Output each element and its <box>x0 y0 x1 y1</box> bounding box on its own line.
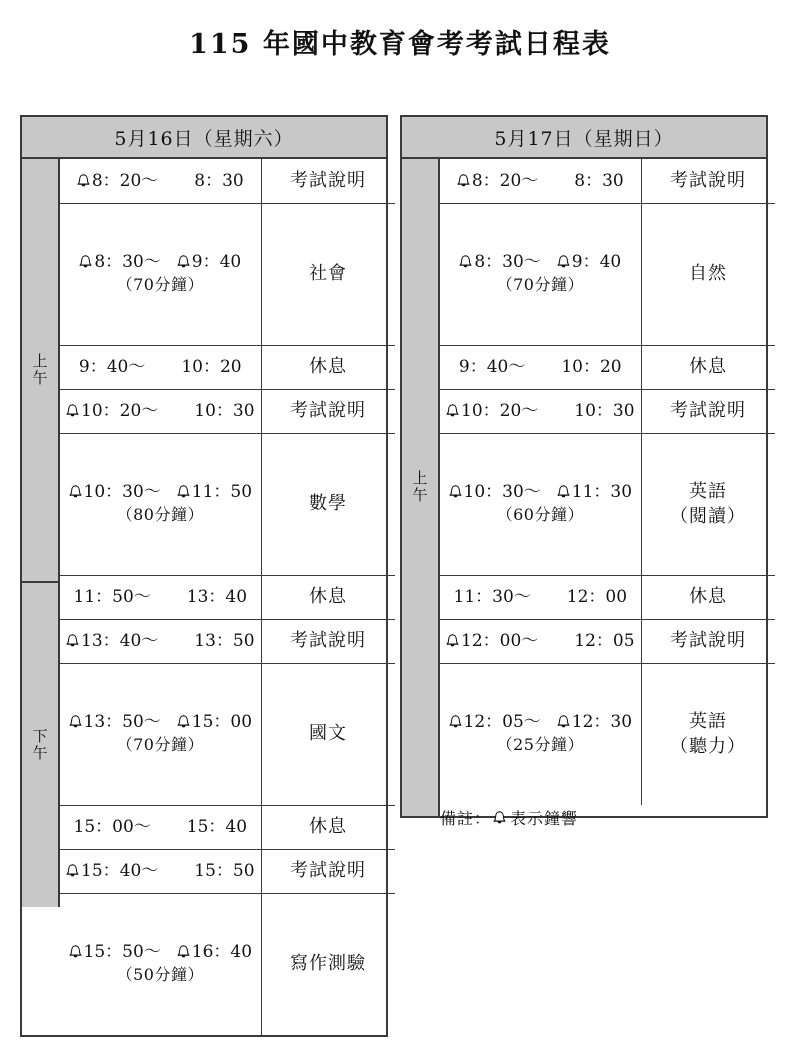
end-time-text: 13：40 <box>186 587 248 608</box>
time-start <box>69 482 163 502</box>
time-range <box>74 817 248 837</box>
time-start <box>459 357 527 377</box>
time-range <box>449 482 633 502</box>
bell-icon-start <box>446 634 459 648</box>
subject-label: 英語 <box>689 711 728 733</box>
tilde-separator: ～ <box>523 252 541 273</box>
end-time-text: 15：00 <box>191 712 253 733</box>
start-time-text: 8：20 <box>471 170 522 191</box>
time-cell <box>60 576 262 619</box>
tilde-separator: ～ <box>143 712 161 733</box>
subject-label: 考試說明 <box>290 169 367 191</box>
time-end <box>194 401 254 421</box>
subject-cell <box>642 390 775 433</box>
time-start <box>454 587 533 607</box>
bell-icon-start <box>69 485 82 499</box>
subject-label: 自然 <box>689 263 728 285</box>
time-start <box>66 861 160 881</box>
start-time-text: 9：40 <box>78 357 129 378</box>
day-header <box>402 117 766 159</box>
subject-cell <box>642 576 775 619</box>
end-time-text: 9：40 <box>571 252 622 273</box>
subject-label: 考試說明 <box>290 400 367 422</box>
bell-icon-start <box>449 485 462 499</box>
rows-column <box>440 159 775 816</box>
subject-cell <box>262 204 395 345</box>
bell-icon-end <box>177 945 190 959</box>
time-range <box>66 401 255 421</box>
footnote-prefix: 備註： <box>440 809 492 828</box>
start-time-text: 8：30 <box>94 252 144 273</box>
period-label: 下午 <box>32 726 49 762</box>
time-start <box>79 357 147 377</box>
period-label: 上午 <box>412 469 429 505</box>
subject-cell <box>262 806 395 849</box>
end-time-text: 10：20 <box>561 357 622 378</box>
subject-sublabel: （聽力） <box>670 735 747 757</box>
time-end <box>557 252 621 272</box>
bell-icon-start <box>66 864 79 878</box>
bell-icon-end <box>177 485 190 499</box>
tilde-separator: ～ <box>523 482 541 503</box>
table-row <box>60 663 395 805</box>
bell-icon-start <box>69 715 82 729</box>
table-row <box>60 345 395 389</box>
subject-sublabel: （閱讀） <box>670 505 747 527</box>
bell-icon-start <box>446 404 459 418</box>
time-start <box>66 401 160 421</box>
tilde-separator: ～ <box>521 170 539 191</box>
subject-cell <box>642 159 775 203</box>
subject-label: 休息 <box>689 586 728 608</box>
subject-label: 國文 <box>309 723 348 745</box>
tilde-separator: ～ <box>141 401 159 422</box>
time-end <box>187 817 247 837</box>
start-time-text: 13：40 <box>81 631 142 652</box>
tilde-separator: ～ <box>508 357 526 378</box>
time-range <box>446 631 635 651</box>
bell-icon-start <box>459 255 472 269</box>
time-end <box>574 631 634 651</box>
table-row <box>60 433 395 575</box>
bell-icon-start <box>66 634 79 648</box>
bell-icon-end <box>177 715 190 729</box>
start-time-text: 12：05 <box>463 712 524 733</box>
tilde-separator: ～ <box>143 942 161 963</box>
time-cell <box>60 390 262 433</box>
tilde-separator: ～ <box>521 401 539 422</box>
subject-cell <box>262 850 395 893</box>
bell-icon-start <box>66 404 79 418</box>
time-start <box>77 171 160 191</box>
time-start <box>74 817 153 837</box>
subject-cell <box>262 434 395 575</box>
table-row <box>440 575 775 619</box>
subject-cell <box>642 434 775 575</box>
time-cell <box>440 620 642 663</box>
end-time-text: 8：30 <box>194 170 244 191</box>
time-range <box>457 171 624 191</box>
subject-label: 休息 <box>309 816 348 838</box>
duration-label: （70分鐘） <box>116 274 204 294</box>
page-title: 115 年國中教育會考考試日程表 <box>189 29 611 60</box>
subject-cell <box>642 620 775 663</box>
table-row <box>440 203 775 345</box>
start-time-text: 15：40 <box>81 861 142 882</box>
time-range <box>446 401 635 421</box>
time-end <box>194 171 243 191</box>
end-time-text: 11：50 <box>191 482 253 503</box>
subject-cell <box>642 664 775 805</box>
time-cell <box>440 576 642 619</box>
schedule-table-sunday <box>400 115 768 818</box>
time-cell <box>440 434 642 575</box>
time-end <box>177 712 252 732</box>
day-header-label: 5月16日（星期六） <box>114 127 294 150</box>
time-cell <box>60 434 262 575</box>
end-time-text: 8：30 <box>574 170 624 191</box>
bell-icon-end <box>557 255 570 269</box>
end-time-text: 15：40 <box>186 817 248 838</box>
time-end <box>574 171 623 191</box>
period-column <box>22 159 60 1035</box>
table-row <box>60 849 395 893</box>
bell-icon-end <box>177 255 190 269</box>
start-time-text: 11：30 <box>453 587 514 608</box>
day-header-label: 5月17日（星期日） <box>494 127 674 150</box>
time-range <box>79 357 242 377</box>
time-cell <box>60 204 262 345</box>
time-cell <box>60 894 262 1035</box>
start-time-text: 13：50 <box>83 712 144 733</box>
rows-column <box>60 159 395 1035</box>
tilde-separator: ～ <box>523 712 541 733</box>
start-time-text: 10：20 <box>461 401 522 422</box>
start-time-text: 15：00 <box>73 817 134 838</box>
subject-label: 考試說明 <box>670 400 747 422</box>
time-end <box>574 401 634 421</box>
table-body <box>22 159 386 1035</box>
tilde-separator: ～ <box>513 587 531 608</box>
time-cell <box>60 620 262 663</box>
duration-label: （80分鐘） <box>116 504 204 524</box>
bell-icon-start <box>77 174 90 188</box>
tilde-separator: ～ <box>521 631 539 652</box>
bell-icon-start <box>449 715 462 729</box>
tilde-separator: ～ <box>141 631 159 652</box>
time-cell <box>440 204 642 345</box>
time-range <box>66 631 255 651</box>
bell-icon-end <box>557 485 570 499</box>
subject-cell <box>262 346 395 389</box>
time-range <box>74 587 248 607</box>
bell-icon-end <box>557 715 570 729</box>
time-start <box>74 587 153 607</box>
start-time-text: 12：00 <box>461 631 522 652</box>
subject-cell <box>262 159 395 203</box>
duration-label: （70分鐘） <box>116 734 204 754</box>
start-time-text: 10：20 <box>81 401 142 422</box>
duration-label: （70分鐘） <box>496 274 584 294</box>
end-time-text: 15：50 <box>194 861 255 882</box>
end-time-text: 9：40 <box>191 252 242 273</box>
time-cell <box>440 390 642 433</box>
duration-label: （50分鐘） <box>116 964 204 984</box>
start-time-text: 15：50 <box>83 942 144 963</box>
time-range <box>79 252 241 272</box>
time-range <box>454 587 628 607</box>
period-label-cell <box>22 581 60 907</box>
table-row <box>440 345 775 389</box>
end-time-text: 10：30 <box>194 401 255 422</box>
time-end <box>557 482 632 502</box>
start-time-text: 10：30 <box>463 482 524 503</box>
bell-icon <box>493 811 506 825</box>
table-row <box>60 805 395 849</box>
time-end <box>181 357 241 377</box>
subject-label: 考試說明 <box>670 630 747 652</box>
end-time-text: 11：30 <box>571 482 633 503</box>
time-range <box>459 357 622 377</box>
tilde-separator: ～ <box>143 482 161 503</box>
start-time-text: 11：50 <box>73 587 134 608</box>
footnote-suffix: 表示鐘響 <box>510 809 579 828</box>
tilde-separator: ～ <box>133 817 151 838</box>
end-time-text: 12：00 <box>566 587 628 608</box>
time-cell <box>60 664 262 805</box>
time-range <box>449 712 633 732</box>
time-cell <box>60 806 262 849</box>
period-label-cell <box>402 159 440 816</box>
table-row <box>60 893 395 1035</box>
end-time-text: 10：30 <box>574 401 635 422</box>
time-cell <box>60 850 262 893</box>
tilde-separator: ～ <box>143 252 161 273</box>
table-row <box>60 619 395 663</box>
subject-label: 英語 <box>689 481 728 503</box>
time-range <box>69 482 253 502</box>
time-end <box>194 861 254 881</box>
subject-cell <box>262 390 395 433</box>
time-start <box>446 401 540 421</box>
subject-cell <box>642 204 775 345</box>
day-header <box>22 117 386 159</box>
time-end <box>187 587 247 607</box>
tilde-separator: ～ <box>141 861 159 882</box>
time-range <box>77 171 244 191</box>
subject-label: 考試說明 <box>290 630 367 652</box>
subject-label: 寫作測驗 <box>290 953 367 975</box>
time-start <box>66 631 160 651</box>
subject-cell <box>262 664 395 805</box>
time-end <box>567 587 627 607</box>
time-start <box>69 712 163 732</box>
end-time-text: 16：40 <box>191 942 253 963</box>
time-start <box>446 631 540 651</box>
table-row <box>60 575 395 619</box>
subject-cell <box>262 620 395 663</box>
table-row <box>440 619 775 663</box>
time-end <box>177 252 241 272</box>
subject-cell <box>262 576 395 619</box>
end-time-text: 12：05 <box>574 631 635 652</box>
time-cell <box>440 346 642 389</box>
time-end <box>194 631 254 651</box>
time-start <box>449 712 543 732</box>
schedule-table-saturday <box>20 115 388 1037</box>
time-range <box>69 942 253 962</box>
duration-label: （25分鐘） <box>496 734 584 754</box>
time-start <box>457 171 540 191</box>
tilde-separator: ～ <box>141 170 159 191</box>
time-start <box>69 942 163 962</box>
time-cell <box>440 159 642 203</box>
period-label-cell <box>22 159 60 581</box>
tilde-separator: ～ <box>128 357 146 378</box>
time-cell <box>440 664 642 805</box>
end-time-text: 10：20 <box>181 357 242 378</box>
end-time-text: 13：50 <box>194 631 255 652</box>
time-end <box>177 482 252 502</box>
table-row <box>440 433 775 575</box>
period-column <box>402 159 440 816</box>
time-range <box>66 861 255 881</box>
time-start <box>459 252 542 272</box>
bell-icon-start <box>69 945 82 959</box>
start-time-text: 10：30 <box>83 482 144 503</box>
time-end <box>561 357 621 377</box>
time-start <box>449 482 543 502</box>
time-cell <box>60 159 262 203</box>
subject-label: 考試說明 <box>670 169 747 191</box>
bell-icon-start <box>79 255 92 269</box>
table-row <box>440 159 775 203</box>
bell-icon-start <box>457 174 470 188</box>
subject-label: 社會 <box>309 263 348 285</box>
subject-label: 休息 <box>309 586 348 608</box>
start-time-text: 9：40 <box>458 357 509 378</box>
time-start <box>79 252 162 272</box>
subject-label: 休息 <box>309 356 348 378</box>
table-row <box>440 389 775 433</box>
start-time-text: 8：20 <box>91 170 142 191</box>
subject-cell <box>262 894 395 1035</box>
table-body <box>402 159 766 816</box>
end-time-text: 12：30 <box>571 712 633 733</box>
start-time-text: 8：30 <box>474 252 524 273</box>
table-row <box>60 389 395 433</box>
subject-label: 考試說明 <box>290 860 367 882</box>
time-cell <box>60 346 262 389</box>
table-row <box>440 663 775 805</box>
time-end <box>557 712 632 732</box>
subject-label: 數學 <box>309 493 348 515</box>
tilde-separator: ～ <box>133 587 151 608</box>
period-label: 上午 <box>32 351 49 387</box>
table-row <box>60 203 395 345</box>
subject-label: 休息 <box>689 356 728 378</box>
footnote <box>440 806 578 829</box>
time-end <box>177 942 252 962</box>
duration-label: （60分鐘） <box>496 504 584 524</box>
time-range <box>459 252 621 272</box>
time-range <box>69 712 253 732</box>
table-row <box>60 159 395 203</box>
subject-cell <box>642 346 775 389</box>
